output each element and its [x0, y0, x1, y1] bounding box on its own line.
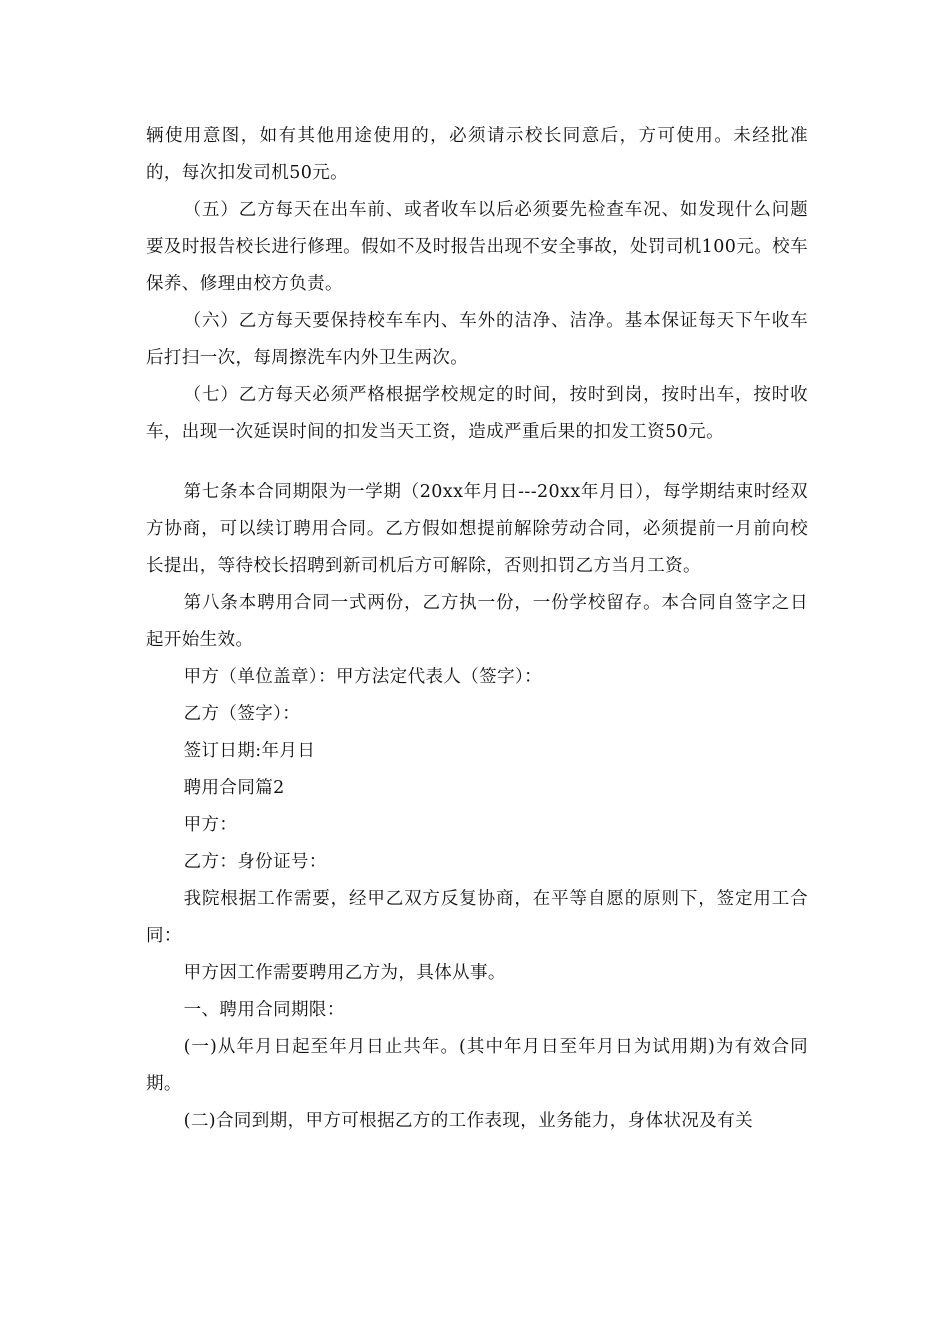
- signature-party-a: 甲方（单位盖章）：甲方法定代表人（签字）：: [183, 667, 543, 687]
- paragraph-employment: 甲方因工作需要聘用乙方为，具体从事。: [183, 963, 506, 983]
- section-title-contract-2: 聘用合同篇2: [183, 778, 285, 798]
- paragraph-item-6: （六）乙方每天要保持校车车内、车外的洁净、洁净。基本保证每天下午收车后打扫一次，每周擦洗车内外卫生两次。: [146, 311, 808, 368]
- paragraph-article-8: 第八条本聘用合同一式两份，乙方执一份，一份学校留存。本合同自签字之日起开始生效。: [146, 593, 808, 650]
- paragraph-intro: 我院根据工作需要，经甲乙双方反复协商，在平等自愿的原则下，签定用工合同：: [146, 889, 808, 946]
- party-b-line: 乙方：身份证号：: [183, 852, 327, 872]
- paragraph-gap: [146, 451, 808, 474]
- paragraph-item-5: （五）乙方每天在出车前、或者收车以后必须要先检查车况、如发现什么问题要及时报告校长进行修理。假如不及时报告出现不安全事故，处罚司机100元。校车保养、修理由校方负责。: [146, 200, 808, 294]
- signing-date: 签订日期:年月日: [183, 741, 316, 761]
- paragraph-vehicle-use: 辆使用意图，如有其他用途使用的，必须请示校长同意后，方可使用。未经批准的，每次扣发司机50元。: [146, 126, 808, 183]
- paragraph-term-2: (二)合同到期，甲方可根据乙方的工作表现，业务能力，身体状况及有关: [183, 1111, 753, 1131]
- signature-party-b: 乙方（签字）：: [183, 704, 301, 724]
- heading-contract-term: 一、聘用合同期限：: [183, 1000, 345, 1020]
- paragraph-item-7: （七）乙方每天必须严格根据学校规定的时间，按时到岗，按时出车，按时收车，出现一次延误时间的扣发当天工资，造成严重后果的扣发工资50元。: [146, 385, 808, 442]
- party-a-line: 甲方：: [183, 815, 238, 835]
- paragraph-article-7: 第七条本合同期限为一学期（20xx年月日---20xx年月日），每学期结束时经双方协商，可以续订聘用合同。乙方假如想提前解除劳动合同，必须提前一月前向校长提出，等待校长招聘到新司机后方可解除，否则扣罚乙方当月工资。: [146, 482, 808, 576]
- paragraph-term-1: (一)从年月日起至年月日止共年。(其中年月日至年月日为试用期)为有效合同期。: [146, 1037, 808, 1094]
